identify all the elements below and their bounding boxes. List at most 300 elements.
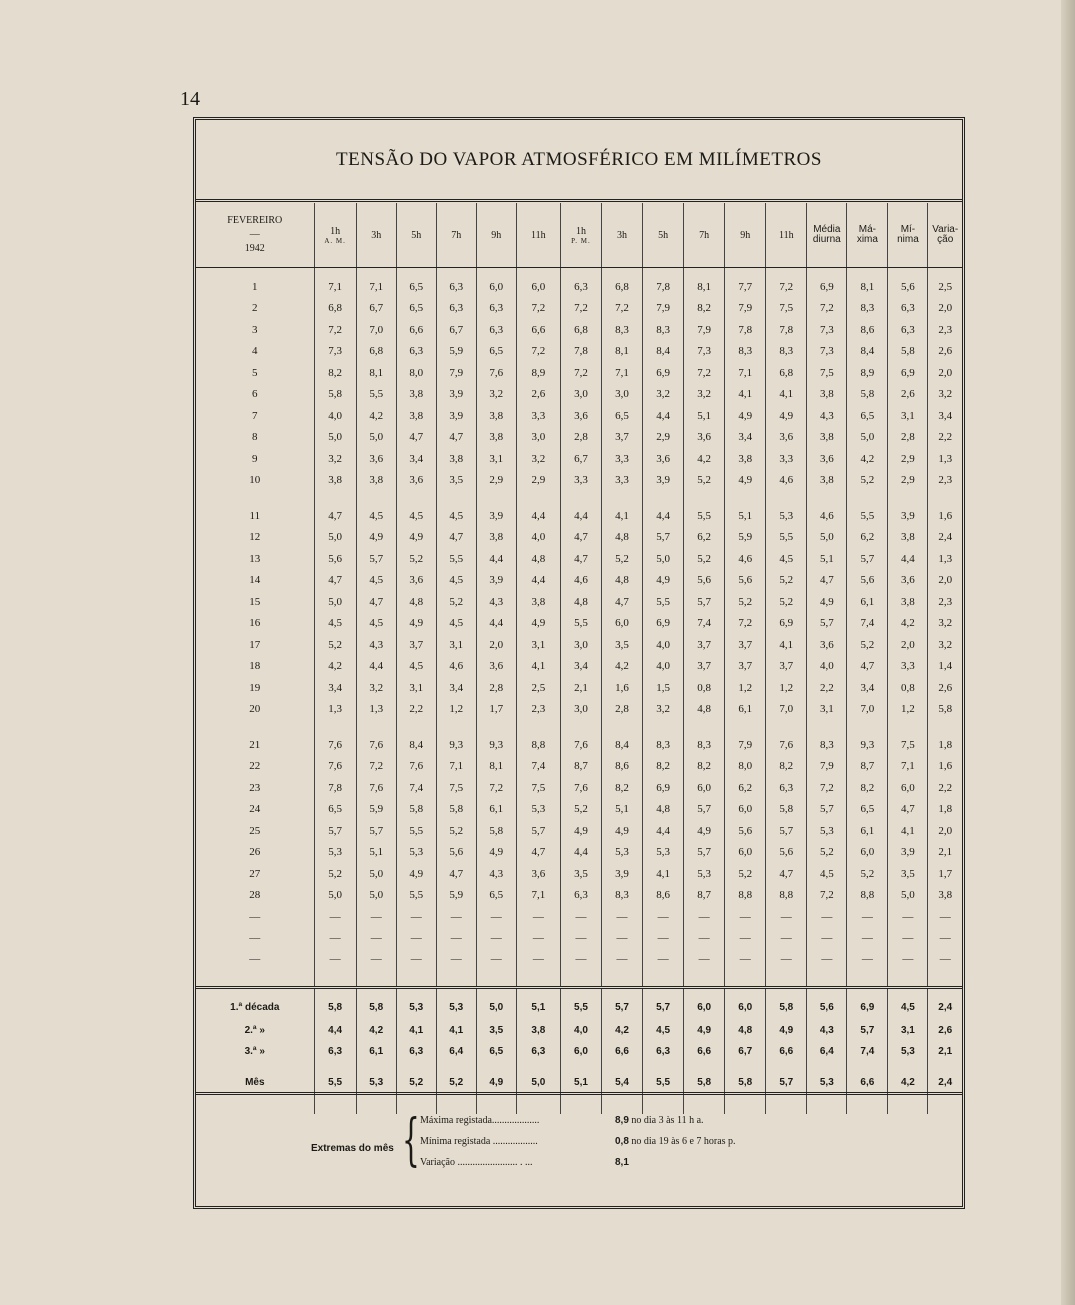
data-cell: 4,2: [314, 656, 356, 678]
data-cell: 7,6: [766, 734, 807, 756]
data-cell: 3,1: [396, 677, 436, 699]
header-media-text: Média: [813, 224, 841, 235]
data-cell: 2,0: [928, 820, 962, 842]
spacer-cell: [888, 268, 928, 277]
header-maxima-text: Má-: [858, 224, 876, 235]
data-cell: 5,7: [766, 820, 807, 842]
data-cell: 7,5: [436, 777, 476, 799]
data-cell: 4,1: [766, 634, 807, 656]
data-cell: 7,2: [807, 777, 847, 799]
dash-cell: —: [766, 948, 807, 969]
table-row: [196, 448, 962, 470]
data-cell: 3,5: [888, 863, 928, 885]
summary-cell: 2,1: [928, 1041, 962, 1062]
data-cell: 4,5: [436, 570, 476, 592]
data-cell: 3,5: [436, 470, 476, 492]
data-cell: 8,2: [766, 756, 807, 778]
data-cell: 3,3: [766, 448, 807, 470]
header-minima-text: Mí-: [900, 224, 916, 235]
data-cell: 3,6: [396, 570, 436, 592]
spacer-cell: [476, 268, 516, 277]
hour-period: P. M.: [571, 236, 591, 245]
day-number: 11: [249, 509, 261, 522]
data-cell: 8,3: [766, 341, 807, 363]
data-cell: 5,2: [807, 842, 847, 864]
data-cell: 5,2: [396, 548, 436, 570]
data-cell: 1,2: [725, 677, 766, 699]
dash-cell: —: [643, 948, 684, 969]
data-cell: 5,5: [356, 384, 396, 406]
data-cell: 6,1: [847, 820, 888, 842]
month-cell: 4,9: [476, 1062, 516, 1102]
data-cell: 5,6: [725, 820, 766, 842]
data-cell: 4,3: [476, 863, 516, 885]
header-hour: [314, 203, 356, 268]
dash-cell: —: [436, 927, 476, 948]
dash-cell: —: [249, 952, 261, 965]
data-cell: 4,7: [602, 591, 643, 613]
data-cell: 1,7: [476, 699, 516, 721]
data-cell: 6,5: [476, 885, 516, 907]
spacer-cell: [807, 491, 847, 505]
table-row: [196, 505, 962, 527]
data-cell: 4,4: [476, 613, 516, 635]
dash-cell: —: [602, 906, 643, 927]
dash-cell: —: [888, 948, 928, 969]
data-cell: 6,1: [725, 699, 766, 721]
data-cell: 5,0: [314, 885, 356, 907]
data-cell: 6,1: [476, 799, 516, 821]
data-cell: 4,4: [643, 505, 684, 527]
data-cell: 4,1: [516, 656, 560, 678]
spacer-cell: [643, 491, 684, 505]
data-cell: 4,9: [684, 820, 725, 842]
summary-cell: 2,4: [928, 988, 962, 1021]
data-cell: 8,6: [847, 319, 888, 341]
table-row: [196, 699, 962, 721]
data-cell: 2,1: [928, 842, 962, 864]
extreme-text: Mínima registada ..................: [420, 1136, 538, 1147]
data-cell: 2,2: [928, 777, 962, 799]
header-hour: [643, 203, 684, 268]
spacer-row: [196, 491, 962, 505]
header-hour: [476, 203, 516, 268]
data-cell: 3,9: [602, 863, 643, 885]
data-cell: 3,3: [602, 470, 643, 492]
data-cell: 4,5: [396, 505, 436, 527]
summary-row: [196, 1041, 962, 1062]
data-cell: 7,9: [436, 362, 476, 384]
data-cell: 5,2: [847, 634, 888, 656]
data-cell: 1,2: [436, 699, 476, 721]
data-cell: 7,4: [516, 756, 560, 778]
spacer-cell: [602, 491, 643, 505]
dash-cell: —: [847, 948, 888, 969]
spacer-cell: [684, 491, 725, 505]
data-cell: 4,7: [766, 863, 807, 885]
data-cell: 7,4: [684, 613, 725, 635]
summary-cell: 6,9: [847, 988, 888, 1021]
data-cell: 3,8: [516, 591, 560, 613]
data-cell: 4,5: [436, 505, 476, 527]
data-cell: 7,8: [766, 319, 807, 341]
dash-cell: —: [476, 927, 516, 948]
spacer-cell: [396, 720, 436, 734]
month-dash: —: [249, 229, 260, 240]
data-cell: 5,1: [725, 505, 766, 527]
data-cell: 5,0: [356, 885, 396, 907]
data-cell: 3,7: [725, 634, 766, 656]
data-cell: 7,8: [725, 319, 766, 341]
spacer-cell: [396, 491, 436, 505]
data-cell: 3,1: [807, 699, 847, 721]
day-number: 5: [252, 366, 258, 379]
data-cell: 3,4: [928, 405, 962, 427]
data-cell: 3,6: [888, 570, 928, 592]
data-cell: 3,2: [643, 699, 684, 721]
data-cell: 6,3: [396, 341, 436, 363]
data-cell: 4,2: [684, 448, 725, 470]
brace-icon: {: [402, 1108, 420, 1173]
extreme-value: [615, 1157, 629, 1168]
data-cell: 3,6: [643, 448, 684, 470]
data-cell: 4,3: [356, 634, 396, 656]
table-row: [196, 341, 962, 363]
dash-cell: —: [928, 906, 962, 927]
empty-day-row: [196, 906, 962, 927]
data-cell: 6,8: [602, 276, 643, 298]
data-cell: 4,0: [516, 527, 560, 549]
data-cell: 4,0: [643, 634, 684, 656]
data-cell: 5,2: [684, 548, 725, 570]
header-hour: [396, 203, 436, 268]
data-cell: 5,3: [684, 863, 725, 885]
hour-label: 11h: [531, 229, 546, 241]
spacer-row: [196, 720, 962, 734]
dash-cell: —: [725, 948, 766, 969]
data-cell: 2,0: [928, 298, 962, 320]
summary-cell: 6,6: [602, 1041, 643, 1062]
data-cell: 2,4: [928, 527, 962, 549]
data-cell: 6,8: [560, 319, 601, 341]
data-cell: 3,0: [602, 384, 643, 406]
data-cell: 6,5: [476, 341, 516, 363]
data-cell: 4,6: [725, 548, 766, 570]
data-cell: 5,0: [807, 527, 847, 549]
data-cell: 4,2: [602, 656, 643, 678]
spacer-cell: [725, 268, 766, 277]
page-number: 14: [180, 88, 200, 110]
table-frame: [193, 117, 965, 1209]
summary-cell: 6,3: [314, 1041, 356, 1062]
spacer-cell: [725, 969, 766, 988]
data-cell: 2,0: [476, 634, 516, 656]
table-row: [196, 319, 962, 341]
data-cell: 8,0: [396, 362, 436, 384]
data-cell: 4,5: [356, 613, 396, 635]
data-cell: 3,8: [725, 448, 766, 470]
dash-cell: —: [516, 927, 560, 948]
data-cell: 2,0: [928, 570, 962, 592]
dash-cell: —: [436, 948, 476, 969]
day-number: 3: [252, 323, 258, 336]
data-cell: 7,6: [560, 777, 601, 799]
summary-cell: 7,4: [847, 1041, 888, 1062]
spacer-cell: [928, 969, 962, 988]
data-cell: 7,1: [516, 885, 560, 907]
data-cell: 4,9: [725, 405, 766, 427]
data-cell: 5,8: [888, 341, 928, 363]
data-cell: 7,2: [476, 777, 516, 799]
summary-cell: 6,0: [725, 988, 766, 1021]
data-cell: 2,8: [560, 427, 601, 449]
data-cell: 2,3: [516, 699, 560, 721]
data-cell: 4,6: [560, 570, 601, 592]
day-number: 1: [252, 280, 258, 293]
data-cell: 8,3: [643, 319, 684, 341]
data-cell: 4,7: [560, 527, 601, 549]
vapor-table: [196, 203, 962, 1114]
data-cell: 6,7: [560, 448, 601, 470]
empty-day-row: [196, 948, 962, 969]
data-cell: 3,0: [516, 427, 560, 449]
data-cell: 4,8: [602, 570, 643, 592]
header-minima-text: nima: [897, 234, 919, 245]
extreme-text: Variação ........................ . ...: [420, 1157, 533, 1168]
data-cell: 2,9: [888, 448, 928, 470]
data-cell: 3,4: [847, 677, 888, 699]
month-row-label: Mês: [245, 1076, 265, 1088]
table-row: [196, 777, 962, 799]
data-cell: 3,4: [396, 448, 436, 470]
data-cell: 6,2: [847, 527, 888, 549]
data-cell: 6,5: [314, 799, 356, 821]
data-cell: 5,2: [766, 591, 807, 613]
dash-cell: —: [396, 927, 436, 948]
data-cell: 7,6: [314, 756, 356, 778]
decade-label: 3.ª »: [244, 1046, 265, 1057]
data-cell: 3,3: [560, 470, 601, 492]
page-title: TENSÃO DO VAPOR ATMOSFÉRICO EM MILÍMETROS: [336, 148, 822, 170]
month-cell: 5,2: [396, 1062, 436, 1102]
summary-cell: 5,5: [560, 988, 601, 1021]
spacer-cell: [766, 491, 807, 505]
extreme-note: no dia 3 às 11 h a.: [628, 1115, 704, 1126]
data-cell: 6,3: [766, 777, 807, 799]
spacer-cell: [928, 268, 962, 277]
summary-cell: 6,7: [725, 1041, 766, 1062]
data-cell: 4,7: [436, 527, 476, 549]
table-row: [196, 842, 962, 864]
data-cell: 1,2: [766, 677, 807, 699]
data-cell: 8,2: [643, 756, 684, 778]
data-cell: 4,8: [396, 591, 436, 613]
data-cell: 1,6: [602, 677, 643, 699]
data-cell: 8,2: [847, 777, 888, 799]
header-hour: [766, 203, 807, 268]
data-cell: 8,7: [560, 756, 601, 778]
data-cell: 3,2: [928, 634, 962, 656]
spacer-cell: [560, 268, 601, 277]
data-cell: 8,3: [602, 885, 643, 907]
data-cell: 8,9: [516, 362, 560, 384]
dash-cell: —: [356, 948, 396, 969]
spacer-cell: [196, 268, 314, 277]
data-cell: 8,0: [725, 756, 766, 778]
data-cell: 6,0: [888, 777, 928, 799]
summary-cell: 5,8: [766, 988, 807, 1021]
book-spine: [1061, 0, 1075, 1305]
data-cell: 6,5: [847, 405, 888, 427]
empty-day-row: [196, 927, 962, 948]
data-cell: 8,7: [684, 885, 725, 907]
extreme-note: no dia 19 às 6 e 7 horas p.: [628, 1136, 736, 1147]
dash-cell: —: [476, 906, 516, 927]
data-cell: 8,1: [602, 341, 643, 363]
summary-cell: 4,5: [888, 988, 928, 1021]
data-cell: 5,9: [436, 341, 476, 363]
data-cell: 4,4: [476, 548, 516, 570]
data-cell: 6,9: [643, 613, 684, 635]
spacer-cell: [314, 720, 356, 734]
data-cell: 5,2: [560, 799, 601, 821]
data-cell: 4,0: [643, 656, 684, 678]
data-cell: 3,8: [476, 427, 516, 449]
data-cell: 8,4: [847, 341, 888, 363]
data-cell: 3,8: [436, 448, 476, 470]
data-cell: 8,1: [356, 362, 396, 384]
dash-cell: —: [847, 927, 888, 948]
data-cell: 1,8: [928, 734, 962, 756]
data-cell: 7,6: [396, 756, 436, 778]
month-cell: 5,0: [516, 1062, 560, 1102]
data-cell: 6,7: [436, 319, 476, 341]
data-cell: 2,8: [888, 427, 928, 449]
table-row: [196, 591, 962, 613]
summary-cell: 5,3: [888, 1041, 928, 1062]
data-cell: 7,1: [356, 276, 396, 298]
data-cell: 5,7: [356, 820, 396, 842]
month-cell: 5,8: [725, 1062, 766, 1102]
spacer-cell: [356, 268, 396, 277]
data-cell: 5,3: [396, 842, 436, 864]
data-cell: 4,7: [807, 570, 847, 592]
data-cell: 2,9: [643, 427, 684, 449]
data-cell: 4,5: [314, 613, 356, 635]
header-hour: [560, 203, 601, 268]
data-cell: 5,0: [356, 427, 396, 449]
data-cell: 3,5: [560, 863, 601, 885]
dash-cell: —: [766, 927, 807, 948]
month-cell: 5,8: [684, 1062, 725, 1102]
table-row: [196, 427, 962, 449]
data-cell: 5,6: [684, 570, 725, 592]
data-cell: 6,5: [396, 298, 436, 320]
data-cell: 5,0: [314, 427, 356, 449]
data-cell: 4,1: [766, 384, 807, 406]
data-cell: 5,3: [602, 842, 643, 864]
data-cell: 3,6: [807, 448, 847, 470]
data-cell: 6,5: [847, 799, 888, 821]
dash-cell: —: [602, 927, 643, 948]
day-number: 7: [252, 409, 258, 422]
data-cell: 4,9: [396, 613, 436, 635]
data-cell: 7,7: [725, 276, 766, 298]
dash-cell: —: [516, 948, 560, 969]
data-cell: 1,4: [928, 656, 962, 678]
data-cell: 3,6: [476, 656, 516, 678]
spacer-cell: [516, 491, 560, 505]
data-cell: 5,0: [847, 427, 888, 449]
data-cell: 1,7: [928, 863, 962, 885]
header-hour: [725, 203, 766, 268]
data-cell: 5,7: [847, 548, 888, 570]
data-cell: 8,3: [725, 341, 766, 363]
spacer-cell: [436, 491, 476, 505]
table-row: [196, 863, 962, 885]
data-cell: 7,5: [766, 298, 807, 320]
data-cell: 7,2: [560, 362, 601, 384]
data-cell: 9,3: [847, 734, 888, 756]
spacer-cell: [396, 268, 436, 277]
summary-cell: 4,9: [766, 1020, 807, 1041]
data-cell: 4,5: [396, 656, 436, 678]
data-cell: 6,3: [436, 276, 476, 298]
dash-cell: —: [356, 927, 396, 948]
decade-label: 1.ª década: [196, 988, 314, 1021]
data-cell: 6,9: [807, 276, 847, 298]
data-cell: 4,9: [766, 405, 807, 427]
data-cell: 7,6: [476, 362, 516, 384]
data-cell: 4,6: [807, 505, 847, 527]
data-cell: 6,0: [602, 613, 643, 635]
data-cell: 5,0: [314, 591, 356, 613]
spacer-cell: [766, 268, 807, 277]
data-cell: 3,9: [476, 570, 516, 592]
data-cell: 4,7: [436, 427, 476, 449]
data-cell: 6,9: [888, 362, 928, 384]
data-cell: 6,0: [725, 842, 766, 864]
data-cell: 6,6: [516, 319, 560, 341]
month-cell: 5,7: [766, 1062, 807, 1102]
summary-cell: 6,3: [643, 1041, 684, 1062]
summary-cell: 6,0: [684, 988, 725, 1021]
data-cell: 4,9: [807, 591, 847, 613]
header-row: [196, 203, 962, 268]
extremes-label: Extremas do mês: [311, 1143, 394, 1154]
spacer-cell: [196, 491, 314, 505]
data-cell: 3,2: [516, 448, 560, 470]
data-cell: 3,2: [643, 384, 684, 406]
data-cell: 7,1: [436, 756, 476, 778]
data-cell: 6,7: [356, 298, 396, 320]
data-cell: 4,1: [888, 820, 928, 842]
spacer-cell: [847, 969, 888, 988]
extreme-number: 8,9: [615, 1115, 629, 1126]
header-maxima: [847, 203, 888, 268]
data-cell: 5,2: [847, 470, 888, 492]
data-cell: 5,8: [928, 699, 962, 721]
data-cell: 2,2: [928, 427, 962, 449]
decade-label: 2.ª »: [244, 1025, 265, 1036]
spacer-cell: [888, 969, 928, 988]
data-cell: 5,7: [516, 820, 560, 842]
data-cell: 4,8: [684, 699, 725, 721]
day-number: 21: [249, 738, 261, 751]
hour-label: 9h: [740, 229, 751, 241]
spacer-cell: [807, 720, 847, 734]
data-cell: 3,8: [888, 527, 928, 549]
